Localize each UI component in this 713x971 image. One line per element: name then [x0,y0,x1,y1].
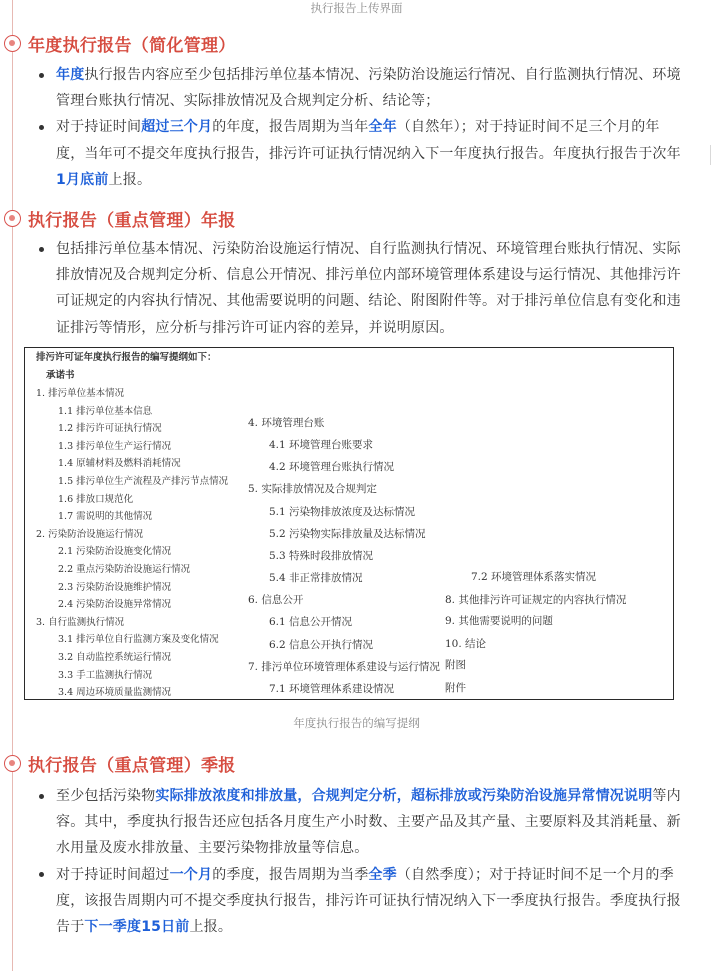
outline-col1-item: 2.4 污染防治设施异常情况 [58,599,172,611]
body-text: 对于持证时间 [56,119,142,136]
timeline-line [12,0,13,971]
body-text: （自然年）；对于持证时间不足三个月的年度，当年可不提交年度执行报告，排污许可证执行情况纳入下一年度执行报告。年度执行报告于次年 [56,119,681,162]
outline-col1-item: 2.1 污染防治设施变化情况 [58,546,172,558]
scrollbar-hint [710,145,711,165]
bullet-item [36,236,681,341]
outline-col2-item: 6. 信息公开 [248,594,304,607]
top-caption: 执行报告上传界面 [310,1,403,15]
bullet-item [36,862,681,941]
outline-col3-item: 7.2 环境管理体系落实情况 [471,571,597,583]
outline-commitment: 承诺书 [46,370,75,381]
section-title: 执行报告（重点管理）季报 [28,756,236,776]
section-list-quarterly-key [36,783,681,940]
body-text: 上报。 [189,919,233,936]
timeline-dot-icon [4,35,21,52]
body-text: 的年度，报告周期为当年 [212,119,369,136]
outline-col1-item: 3.1 排污单位自行监测方案及变化情况 [58,634,219,646]
outline-col1-item: 1.3 排污单位生产运行情况 [58,440,172,452]
outline-col2-item: 5. 实际排放情况及合规判定 [248,483,377,496]
highlight-text: 下一季度15日前 [84,919,190,936]
outline-col3-item: 9. 其他需要说明的问题 [445,615,553,627]
highlight-text: 实际排放浓度和排放量，合规判定分析，超标排放或污染防治设施异常情况说明 [155,788,653,804]
outline-col2-item: 5.2 污染物实际排放量及达标情况 [269,527,426,540]
outline-intro: 排污许可证年度执行报告的编写提纲如下： [36,352,217,363]
outline-col1-item: 3. 自行监测执行情况 [36,616,125,628]
body-text: 上报。 [108,171,152,188]
body-text: 对于持证时间超过 [56,866,170,883]
outline-col1-item: 1. 排污单位基本情况 [36,388,125,399]
outline-col1-item: 1.6 排放口规范化 [58,493,134,505]
bullet-item [36,114,681,193]
outline-col3-item: 附图 [445,659,466,671]
outline-col3-item: 附件 [445,682,466,694]
highlight-text: 年度 [56,67,85,83]
section-list-annual-key [36,236,681,341]
outline-col2-item: 5.1 污染物排放浓度及达标情况 [269,505,416,518]
section-title: 年度执行报告（简化管理） [28,36,236,56]
body-text: 至少包括污染物 [56,788,156,804]
outline-col2-item: 6.2 信息公开执行情况 [269,638,374,651]
outline-col1-item: 3.3 手工监测执行情况 [58,669,153,681]
body-text: 执行报告内容应至少包括排污单位基本情况、污染防治设施运行情况、自行监测执行情况、环境管理台账执行情况、实际排放情况及合规判定分析、结论等； [56,67,681,110]
outline-col1-item: 1.1 排污单位基本信息 [58,405,153,417]
outline-document-image [24,347,674,700]
section-title: 执行报告（重点管理）年报 [28,211,236,231]
outline-col1-item: 2.3 污染防治设施维护情况 [58,581,172,593]
body-text: 的季度，报告周期为当季 [212,866,369,883]
timeline-dot-icon [4,210,21,227]
outline-col2-item: 5.4 非正常排放情况 [269,572,363,585]
outline-col2-item: 6.1 信息公开情况 [269,616,353,629]
outline-col3-item: 10. 结论 [445,638,487,650]
highlight-text: 超过三个月 [141,119,213,136]
outline-col2-item: 4.2 环境管理台账执行情况 [269,461,395,474]
body-text: 等内容。其中，季度执行报告还应包括各月度生产小时数、主要产品及其产量、主要原料及其消耗量、新水用量及废水排放量、主要污染物排放量等信息。 [56,788,681,857]
outline-col1-item: 2.2 重点污染防治设施运行情况 [58,564,191,575]
outline-col1-item: 3.2 自动监控系统运行情况 [58,652,172,663]
outline-col3-item: 8. 其他排污许可证规定的内容执行情况 [445,594,627,606]
outline-col2-item: 4.1 环境管理台账要求 [269,439,374,452]
outline-col1-item: 3.4 周边环境质量监测情况 [58,687,172,699]
outline-col2-item: 7. 排污单位环境管理体系建设与运行情况 [248,660,440,673]
outline-col2-item: 7.1 环境管理体系建设情况 [269,682,395,695]
section-heading-quarterly-key [4,751,236,776]
section-heading-annual-simplified [4,31,236,56]
timeline-dot-icon [4,755,21,772]
bullet-item [36,783,681,862]
section-heading-annual-key [4,206,236,231]
outline-col1-item: 1.4 原辅材料及燃料消耗情况 [58,458,181,470]
highlight-text: 全季 [368,866,397,883]
outline-col1-item: 1.5 排污单位生产流程及产排污节点情况 [58,476,229,487]
outline-col1-item: 2. 污染防治设施运行情况 [36,528,144,540]
outline-col2-item: 4. 环境管理台账 [248,417,325,429]
body-text: 包括排污单位基本情况、污染防治设施运行情况、自行监测执行情况、环境管理台账执行情况、实际排放情况及合规判定分析、信息公开情况、排污单位内部环境管理体系建设与运行情况、其他排污许可证规定的内容执行情况、其他需要说明的问题、结论、附图附件等。对于排污单位信息有变化和违证排污等情形，应分析与排污许可证内容的差异，并说明原因。 [56,241,681,336]
outline-col1-item: 1.7 需说明的其他情况 [58,511,153,523]
highlight-text: 全年 [368,119,397,136]
figure-caption: 年度执行报告的编写提纲 [293,716,420,730]
highlight-text: 1月底前 [56,171,109,188]
highlight-text: 一个月 [169,866,213,883]
outline-col1-item: 1.2 排污许可证执行情况 [58,423,162,435]
outline-col2-item: 5.3 特殊时段排放情况 [269,549,374,562]
body-text: （自然季度）；对于持证时间不足一个月的季度，该报告周期内可不提交季度执行报告，排污许可证执行情况纳入下一季度执行报告。季度执行报告于 [56,866,681,936]
section-list-annual-simplified [36,62,681,193]
bullet-item [36,62,681,114]
